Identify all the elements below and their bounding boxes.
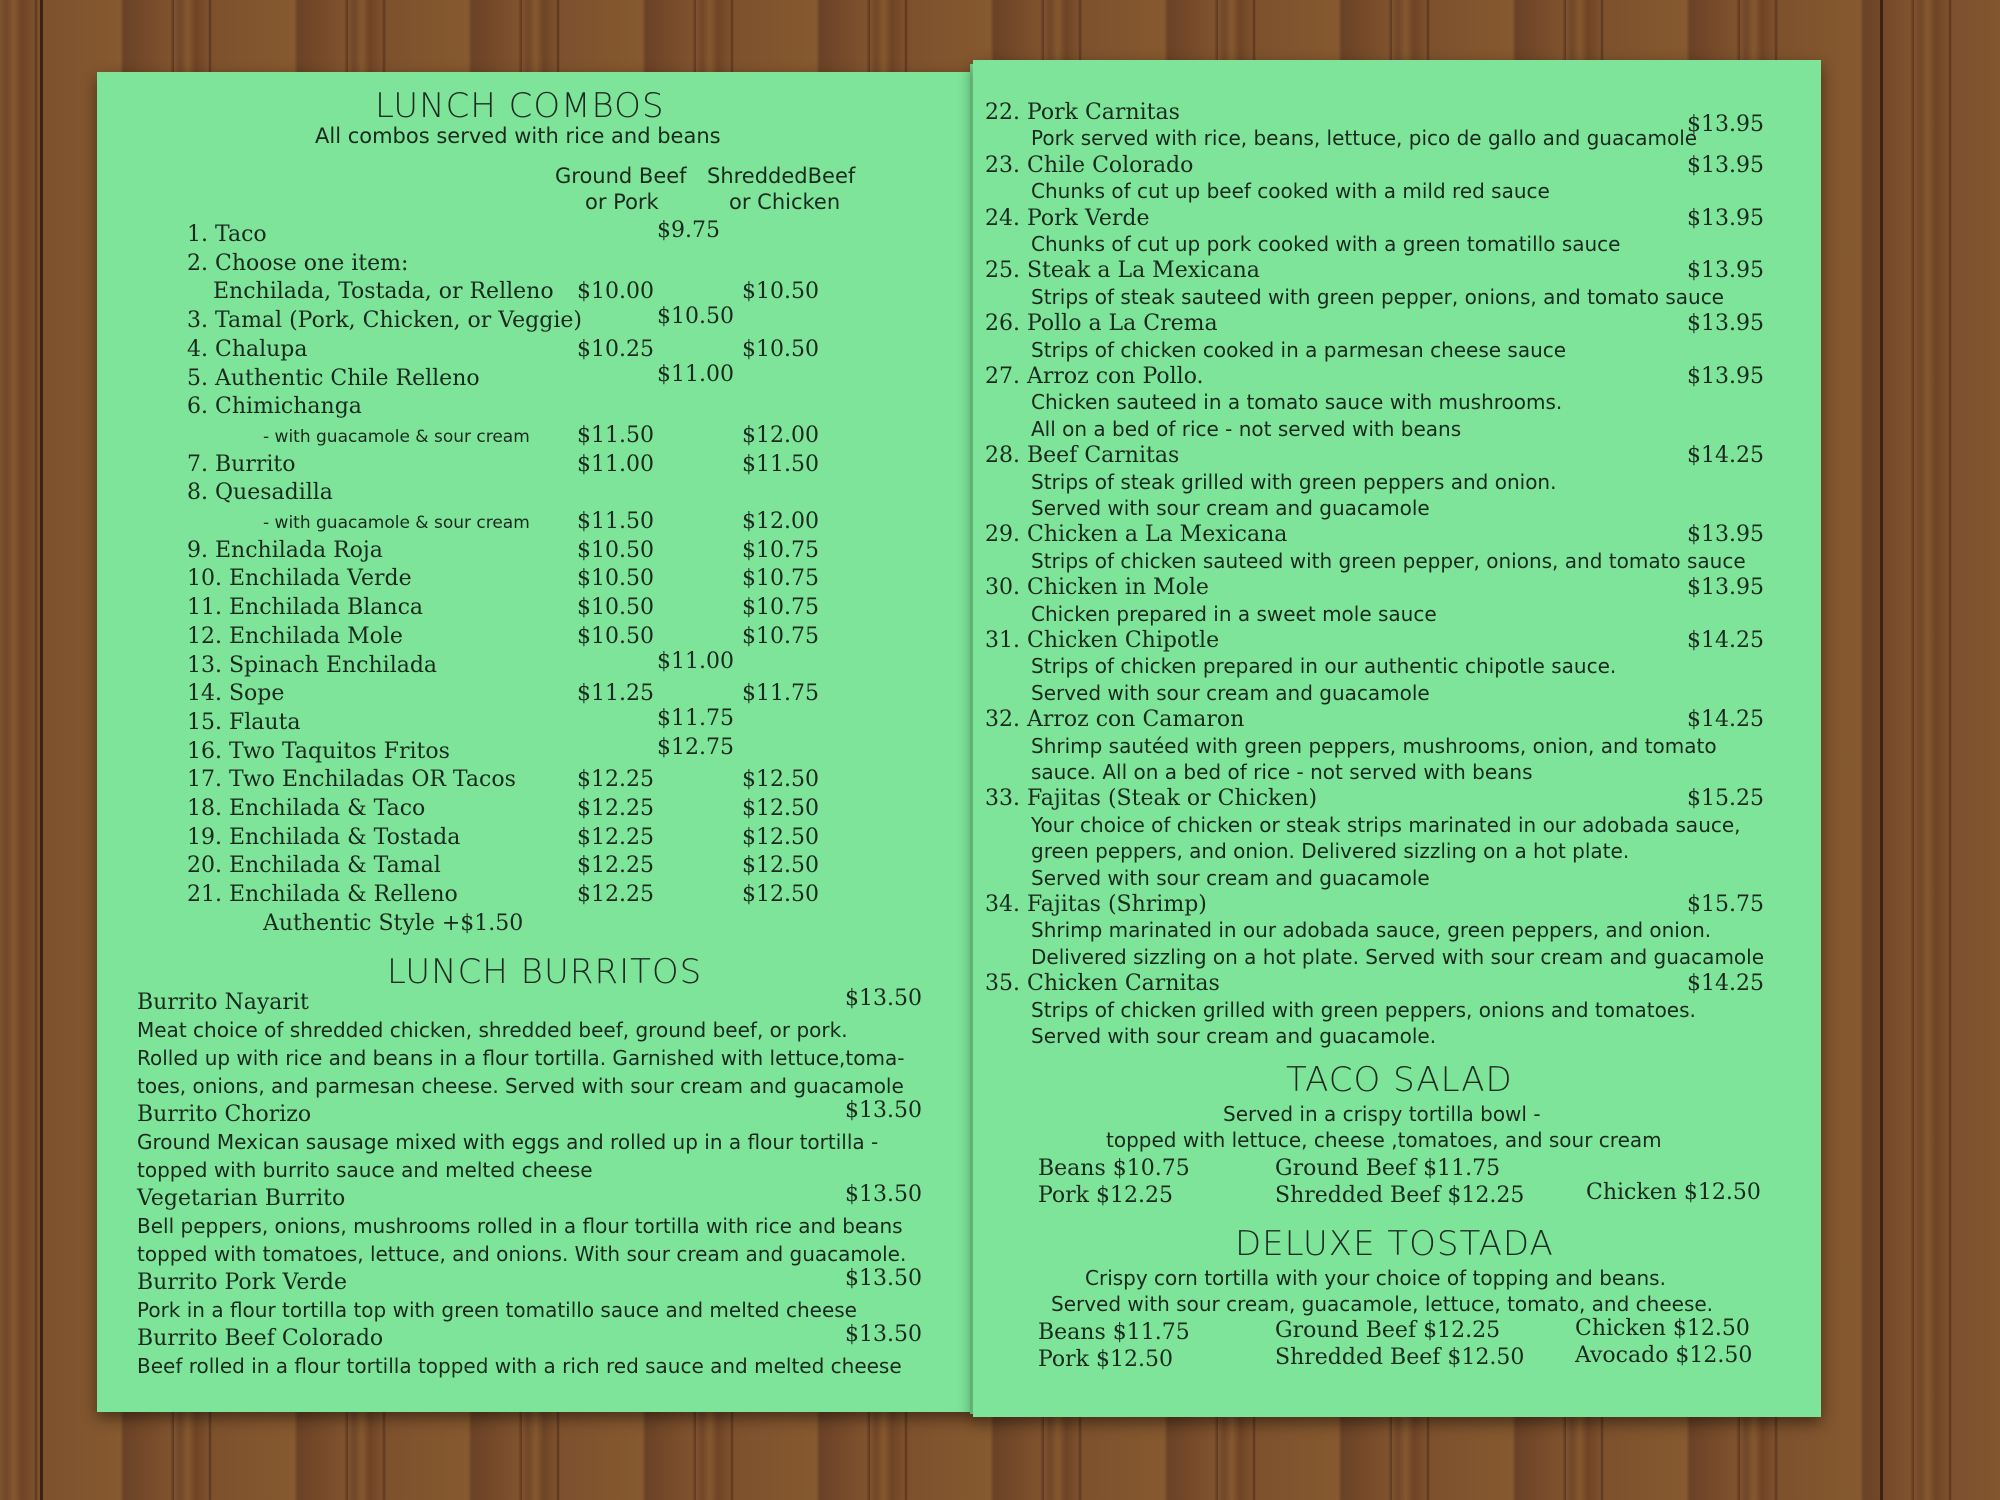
burrito-price: $13.50 bbox=[845, 1182, 922, 1207]
entree-description-line: Strips of chicken prepared in our authentic chipotle sauce. bbox=[1031, 654, 1617, 679]
combo-item-price-ground-beef: $10.50 bbox=[577, 623, 654, 649]
entree-name: 26. Pollo a La Crema bbox=[985, 311, 1218, 337]
combo-item-price-shredded-beef: $11.75 bbox=[742, 681, 819, 707]
entree-name: 29. Chicken a La Mexicana bbox=[985, 522, 1288, 548]
combo-item-name: - with guacamole & sour cream bbox=[263, 513, 530, 533]
burrito-price: $13.50 bbox=[845, 1322, 922, 1347]
entree-description-line: Served with sour cream and guacamole bbox=[1031, 496, 1430, 520]
combo-item-name: 10. Enchilada Verde bbox=[187, 566, 412, 592]
combo-item-price-shredded-beef: $10.75 bbox=[742, 623, 819, 649]
entree-name: 22. Pork Carnitas bbox=[985, 100, 1180, 125]
combo-item-name: 21. Enchilada & Relleno bbox=[187, 882, 458, 908]
burrito-price: $13.50 bbox=[845, 986, 922, 1011]
combo-item-price: $11.75 bbox=[657, 705, 734, 731]
column-header-ground-beef: Ground Beef bbox=[555, 164, 687, 188]
combo-item-price: $9.75 bbox=[657, 218, 720, 243]
combo-item-name: 7. Burrito bbox=[187, 451, 296, 477]
entree-name: 32. Arroz con Camaron bbox=[985, 707, 1245, 733]
deluxe-tostada-title: DELUXE TOSTADA bbox=[1235, 1224, 1554, 1264]
burrito-description-line: Pork in a flour tortilla top with green tomatillo sauce and melted cheese bbox=[137, 1298, 857, 1322]
combo-item-price: $10.50 bbox=[657, 304, 734, 330]
lunch-burritos-title: LUNCH BURRITOS bbox=[387, 952, 703, 992]
deluxe-tostada-chicken-price: Chicken $12.50 bbox=[1575, 1316, 1750, 1341]
burrito-description-line: Bell peppers, onions, mushrooms rolled in a flour tortilla with rice and beans bbox=[137, 1214, 903, 1238]
burrito-description-line: topped with burrito sauce and melted cheese bbox=[137, 1158, 593, 1182]
burrito-description-line: Meat choice of shredded chicken, shredded beef, ground beef, or pork. bbox=[137, 1018, 848, 1042]
combo-item-name: 19. Enchilada & Tostada bbox=[187, 824, 461, 850]
combo-item-price-ground-beef: $12.25 bbox=[577, 796, 654, 821]
entree-name: 25. Steak a La Mexicana bbox=[985, 258, 1260, 284]
deluxe-tostada-line-1: Crispy corn tortilla with your choice of topping and beans. bbox=[1085, 1266, 1666, 1290]
deluxe-tostada-beans-price: Beans $11.75 bbox=[1038, 1320, 1190, 1345]
deluxe-tostada-pork-price: Pork $12.50 bbox=[1038, 1347, 1173, 1372]
combo-item-name: Authentic Style +$1.50 bbox=[263, 910, 524, 936]
combo-item-price: $11.00 bbox=[657, 648, 734, 674]
entree-description-line: Your choice of chicken or steak strips marinated in our adobada sauce, bbox=[1031, 812, 1741, 837]
entree-price: $13.95 bbox=[1687, 152, 1764, 178]
combo-item-price-shredded-beef: $10.75 bbox=[742, 566, 819, 592]
burrito-description-line: toes, onions, and parmesan cheese. Served with sour cream and guacamole bbox=[137, 1074, 904, 1098]
entree-description-line: Chicken sauteed in a tomato sauce with mushrooms. bbox=[1031, 390, 1563, 415]
combo-item-price-ground-beef: $11.25 bbox=[577, 681, 654, 707]
combo-item-price-shredded-beef: $11.50 bbox=[742, 451, 819, 477]
entree-price: $15.75 bbox=[1687, 892, 1764, 917]
combo-item-price-ground-beef: $11.50 bbox=[577, 509, 654, 534]
menu-left-page bbox=[97, 72, 979, 1412]
entree-price: $15.25 bbox=[1687, 786, 1764, 812]
entree-description-line: Served with sour cream and guacamole bbox=[1031, 865, 1430, 890]
burrito-name: Burrito Nayarit bbox=[137, 990, 309, 1015]
floor-seam bbox=[1880, 0, 1883, 1500]
combo-item-price-ground-beef: $12.25 bbox=[577, 824, 654, 850]
combo-item-name: - with guacamole & sour cream bbox=[263, 426, 530, 447]
column-header-or-chicken: or Chicken bbox=[729, 190, 841, 214]
combo-item-price-shredded-beef: $12.50 bbox=[742, 824, 819, 850]
taco-salad-chicken-price: Chicken $12.50 bbox=[1586, 1180, 1761, 1205]
deluxe-tostada-avocado-price: Avocado $12.50 bbox=[1575, 1343, 1753, 1368]
lunch-combos-subtitle: All combos served with rice and beans bbox=[315, 124, 721, 148]
entree-price: $14.25 bbox=[1687, 443, 1764, 469]
combo-item-price-shredded-beef: $12.00 bbox=[742, 422, 819, 448]
entree-price: $13.95 bbox=[1687, 112, 1764, 137]
combo-item-name: 12. Enchilada Mole bbox=[187, 623, 403, 649]
entree-description-line: Chunks of cut up pork cooked with a green tomatillo sauce bbox=[1031, 232, 1621, 256]
burrito-name: Burrito Beef Colorado bbox=[137, 1326, 384, 1351]
taco-salad-beans-price: Beans $10.75 bbox=[1038, 1156, 1190, 1181]
entree-description-line: Strips of steak grilled with green peppers and onion. bbox=[1031, 469, 1557, 494]
entree-name: 35. Chicken Carnitas bbox=[985, 971, 1220, 997]
burrito-price: $13.50 bbox=[845, 1266, 922, 1291]
combo-item-price-ground-beef: $10.50 bbox=[577, 595, 654, 621]
entree-name: 30. Chicken in Mole bbox=[985, 575, 1209, 601]
combo-item-price-shredded-beef: $10.75 bbox=[742, 537, 819, 563]
combo-item-name: 17. Two Enchiladas OR Tacos bbox=[187, 767, 516, 793]
combo-item-name: 4. Chalupa bbox=[187, 336, 308, 362]
taco-salad-shredded-beef-price: Shredded Beef $12.25 bbox=[1275, 1183, 1525, 1208]
taco-salad-title: TACO SALAD bbox=[1286, 1060, 1513, 1100]
combo-item-price: $11.00 bbox=[657, 361, 734, 387]
entree-description-line: Strips of chicken cooked in a parmesan cheese sauce bbox=[1031, 337, 1567, 362]
entree-price: $13.95 bbox=[1687, 522, 1764, 548]
taco-salad-ground-beef-price: Ground Beef $11.75 bbox=[1275, 1156, 1501, 1181]
entree-description-line: sauce. All on a bed of rice - not served with beans bbox=[1031, 760, 1533, 784]
combo-item-name: 3. Tamal (Pork, Chicken, or Veggie) bbox=[187, 308, 582, 334]
entree-name: 24. Pork Verde bbox=[985, 205, 1150, 231]
combo-item-price-ground-beef: $10.00 bbox=[577, 279, 654, 305]
entree-price: $13.95 bbox=[1687, 364, 1764, 389]
combo-item-price-shredded-beef: $12.50 bbox=[742, 767, 819, 793]
combo-item-price-shredded-beef: $12.50 bbox=[742, 796, 819, 821]
combo-item-name: 11. Enchilada Blanca bbox=[187, 595, 424, 621]
deluxe-tostada-line-2: Served with sour cream, guacamole, lettuce, tomato, and cheese. bbox=[1051, 1292, 1714, 1316]
entree-name: 27. Arroz con Pollo. bbox=[985, 364, 1204, 389]
entree-name: 33. Fajitas (Steak or Chicken) bbox=[985, 786, 1318, 812]
entree-price: $13.95 bbox=[1687, 205, 1764, 231]
combo-item-price-ground-beef: $10.25 bbox=[577, 336, 654, 362]
combo-item-name: 5. Authentic Chile Relleno bbox=[187, 365, 480, 391]
combo-item-name: Enchilada, Tostada, or Relleno bbox=[213, 279, 554, 305]
burrito-description-line: Ground Mexican sausage mixed with eggs and rolled up in a flour tortilla - bbox=[137, 1130, 879, 1154]
combo-item-name: 16. Two Taquitos Fritos bbox=[187, 738, 450, 764]
entree-description-line: Strips of chicken sauteed with green pepper, onions, and tomato sauce bbox=[1031, 548, 1746, 573]
combo-item-price-ground-beef: $12.25 bbox=[577, 767, 654, 793]
column-header-shredded-beef: ShreddedBeef bbox=[707, 164, 856, 188]
combo-item-price-shredded-beef: $12.00 bbox=[742, 509, 819, 534]
combo-item-price-ground-beef: $10.50 bbox=[577, 566, 654, 592]
combo-item-price-shredded-beef: $10.50 bbox=[742, 279, 819, 305]
combo-item-price-ground-beef: $12.25 bbox=[577, 882, 654, 908]
combo-item-name: 18. Enchilada & Taco bbox=[187, 796, 426, 821]
entree-description-line: Delivered sizzling on a hot plate. Served with sour cream and guacamole bbox=[1031, 944, 1765, 969]
entree-name: 23. Chile Colorado bbox=[985, 152, 1194, 178]
combo-item-price-shredded-beef: $12.50 bbox=[742, 853, 819, 879]
combo-item-name: 1. Taco bbox=[187, 222, 267, 247]
entree-description-line: Chicken prepared in a sweet mole sauce bbox=[1031, 601, 1437, 626]
entree-description-line: Shrimp marinated in our adobada sauce, green peppers, and onion. bbox=[1031, 918, 1712, 943]
combo-item-name: 8. Quesadilla bbox=[187, 480, 333, 506]
deluxe-tostada-ground-beef-price: Ground Beef $12.25 bbox=[1275, 1318, 1501, 1343]
combo-item-price-shredded-beef: $10.50 bbox=[742, 336, 819, 362]
combo-item-price-shredded-beef: $12.50 bbox=[742, 882, 819, 908]
burrito-name: Burrito Pork Verde bbox=[137, 1270, 347, 1295]
combo-item-name: 2. Choose one item: bbox=[187, 250, 409, 276]
taco-salad-pork-price: Pork $12.25 bbox=[1038, 1183, 1173, 1208]
menu-right-page bbox=[973, 60, 1821, 1417]
lunch-combos-title: LUNCH COMBOS bbox=[375, 86, 665, 126]
column-header-or-pork: or Pork bbox=[585, 190, 659, 214]
combo-item-price-ground-beef: $11.50 bbox=[577, 422, 654, 448]
entree-description-line: Pork served with rice, beans, lettuce, pico de gallo and guacamole bbox=[1031, 126, 1698, 151]
burrito-name: Burrito Chorizo bbox=[137, 1102, 312, 1127]
burrito-description-line: Beef rolled in a flour tortilla topped with a rich red sauce and melted cheese bbox=[137, 1354, 902, 1378]
entree-description-line: Shrimp sautéed with green peppers, mushrooms, onion, and tomato bbox=[1031, 733, 1717, 758]
entree-price: $13.95 bbox=[1687, 575, 1764, 601]
combo-item-price-ground-beef: $12.25 bbox=[577, 853, 654, 879]
entree-price: $14.25 bbox=[1687, 628, 1764, 653]
combo-item-price: $12.75 bbox=[657, 734, 734, 760]
burrito-description-line: Rolled up with rice and beans in a flour tortilla. Garnished with lettuce,toma- bbox=[137, 1046, 905, 1070]
entree-description-line: Served with sour cream and guacamole bbox=[1031, 680, 1430, 705]
combo-item-price-ground-beef: $10.50 bbox=[577, 537, 654, 563]
entree-price: $14.25 bbox=[1687, 707, 1764, 733]
entree-description-line: Chunks of cut up beef cooked with a mild red sauce bbox=[1031, 179, 1550, 204]
combo-item-name: 9. Enchilada Roja bbox=[187, 537, 383, 563]
combo-item-name: 20. Enchilada & Tamal bbox=[187, 853, 441, 879]
floor-seam bbox=[40, 0, 43, 1500]
burrito-name: Vegetarian Burrito bbox=[137, 1186, 346, 1211]
entree-description-line: Strips of chicken grilled with green peppers, onions and tomatoes. bbox=[1031, 997, 1696, 1022]
combo-item-price-ground-beef: $11.00 bbox=[577, 451, 654, 477]
taco-salad-line-2: topped with lettuce, cheese ,tomatoes, and sour cream bbox=[1106, 1128, 1662, 1152]
entree-name: 28. Beef Carnitas bbox=[985, 443, 1180, 469]
combo-item-name: 13. Spinach Enchilada bbox=[187, 652, 438, 678]
entree-name: 31. Chicken Chipotle bbox=[985, 628, 1220, 653]
taco-salad-line-1: Served in a crispy tortilla bowl - bbox=[1223, 1102, 1541, 1126]
entree-price: $14.25 bbox=[1687, 971, 1764, 997]
entree-price: $13.95 bbox=[1687, 258, 1764, 284]
burrito-price: $13.50 bbox=[845, 1098, 922, 1123]
entree-description-line: All on a bed of rice - not served with beans bbox=[1031, 416, 1462, 441]
entree-description-line: green peppers, and onion. Delivered sizzling on a hot plate. bbox=[1031, 839, 1630, 864]
entree-price: $13.95 bbox=[1687, 311, 1764, 337]
entree-description-line: Served with sour cream and guacamole. bbox=[1031, 1024, 1437, 1048]
burrito-description-line: topped with tomatoes, lettuce, and onions. With sour cream and guacamole. bbox=[137, 1242, 907, 1266]
entree-description-line: Strips of steak sauteed with green pepper, onions, and tomato sauce bbox=[1031, 284, 1724, 309]
deluxe-tostada-shredded-beef-price: Shredded Beef $12.50 bbox=[1275, 1345, 1525, 1370]
combo-item-name: 14. Sope bbox=[187, 681, 285, 707]
combo-item-price-shredded-beef: $10.75 bbox=[742, 595, 819, 621]
combo-item-name: 15. Flauta bbox=[187, 709, 301, 735]
entree-name: 34. Fajitas (Shrimp) bbox=[985, 892, 1207, 917]
combo-item-name: 6. Chimichanga bbox=[187, 394, 362, 420]
